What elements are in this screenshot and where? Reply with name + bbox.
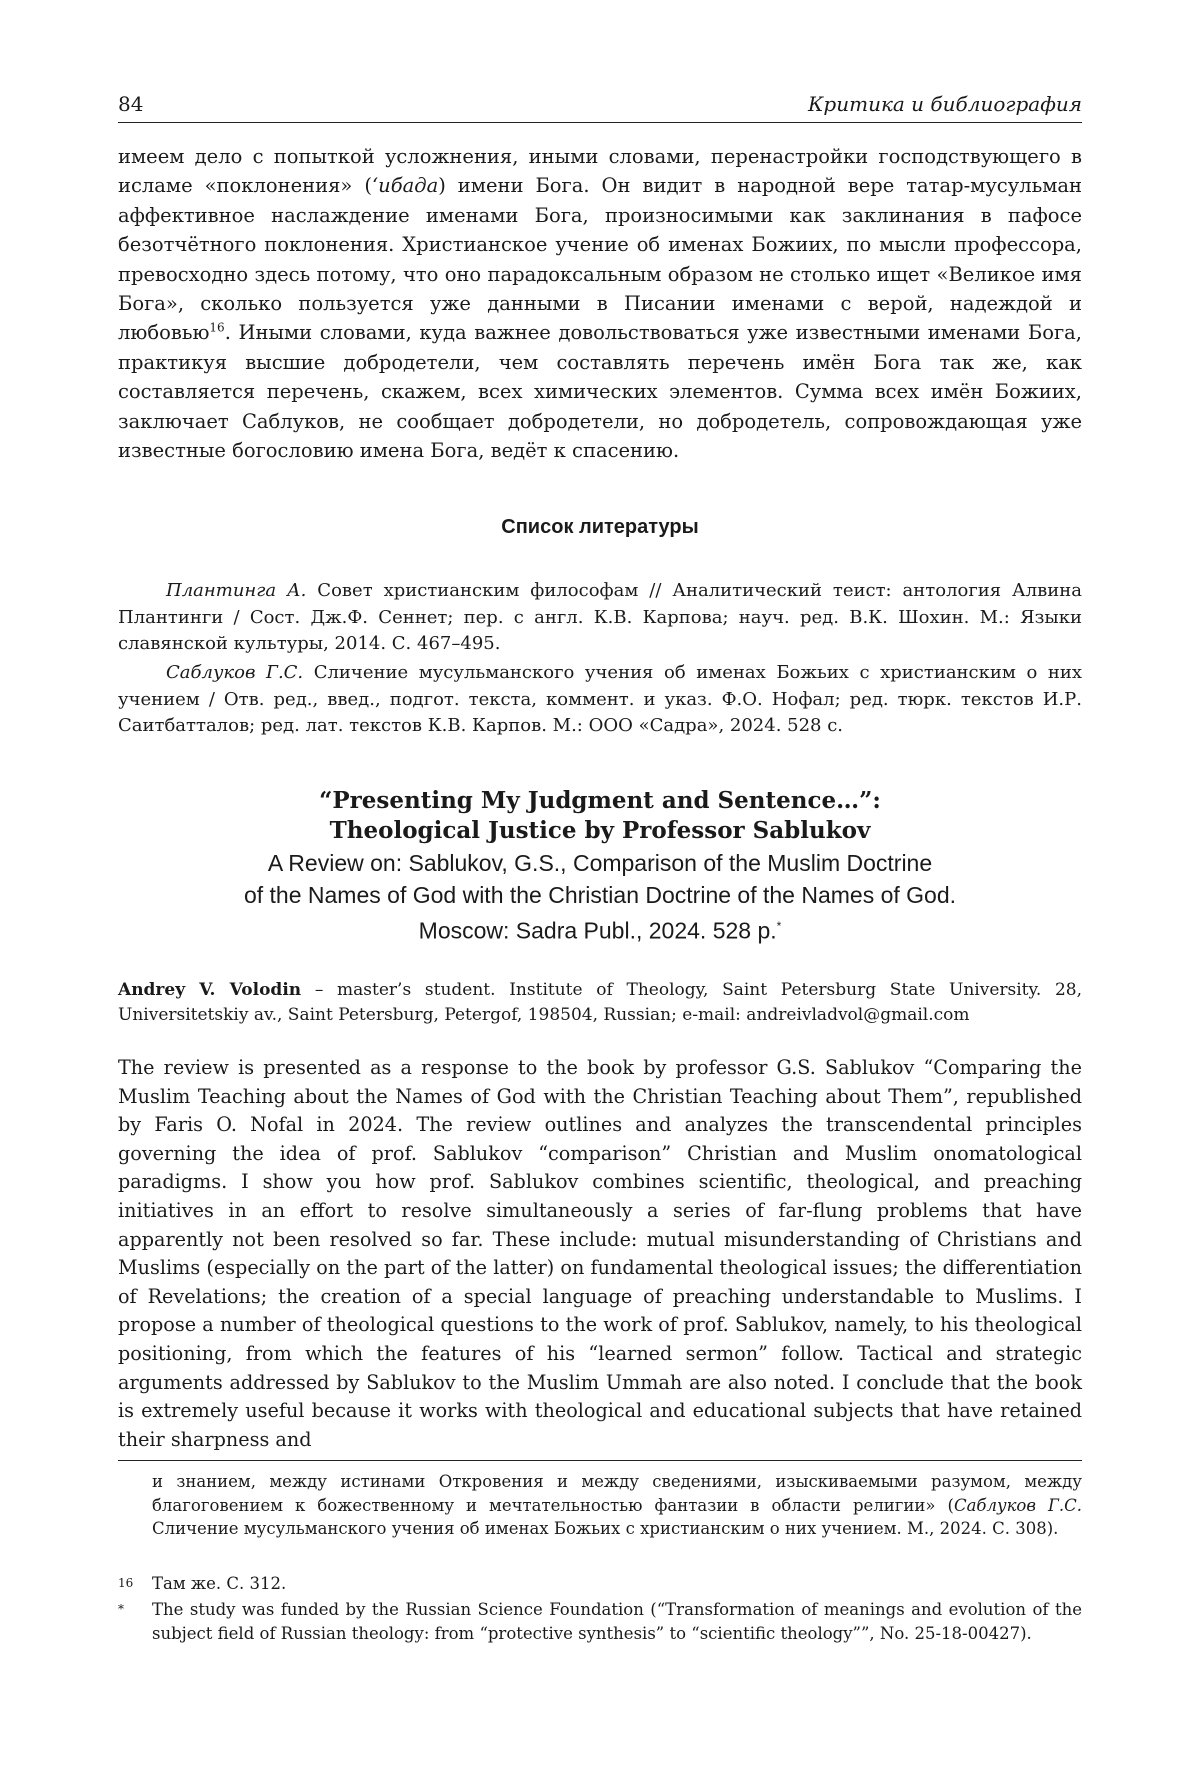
reference-item <box>118 660 1082 740</box>
body-italic-term: ʻибада <box>371 174 439 198</box>
reference-text: Сличение мусульманского учения об именах Божьих с христианским о них учением / Отв. ред., введ., подгот. текста, коммент. и указ. Ф.О. Нофал; ред. тюрк. текстов И.Р. Саитбатталов; ред. лат. текстов К.В. Карпов. М.: ООО «Садра», 2024. 528 с. <box>118 662 1082 736</box>
footnote-mark: * <box>118 1602 124 1616</box>
references-heading: Список литературы <box>501 516 699 538</box>
body-text-part1: имеем дело с попыткой усложнения, иными словами, перенастройки господствующего в исламе «поклонения» ( <box>118 145 1082 198</box>
footnote-text <box>152 1470 1082 1541</box>
body-text-part3: . Иными словами, куда важнее довольствоваться уже известными именами Бога, практикуя высшие добродетели, чем составлять перечень имён Бога так же, как составляется перечень, скажем, всех химических элементов. Сумма всех имён Божиих, заключает Саблуков, не сообщает добродетели, но добродетель, сопровождающая уже известные богословию имена Бога, ведёт к спасению. <box>118 321 1082 463</box>
english-article-title <box>118 786 1082 846</box>
page-number: 84 <box>118 92 144 116</box>
funding-footnote-ref[interactable]: * <box>776 919 782 933</box>
author-details: – master’s student. Institute of Theology, Saint Petersburg State University. 28, Universitetskiy av., Saint Petersburg, Petergof, 198504, Russian; e-mail: andreivladvol@gmail.com <box>118 980 1083 1025</box>
author-info <box>118 978 1082 1028</box>
english-subtitle-line: of the Names of God with the Christian Doctrine of the Names of God. <box>243 881 957 908</box>
footnote-text-part: Сличение мусульманского учения об именах Божьих с христианским о них учением. М., 2024. С. 308). <box>152 1519 1059 1538</box>
russian-body-paragraph <box>118 142 1082 465</box>
author-name: Andrey V. Volodin <box>118 980 302 1000</box>
english-title-line: “Presenting My Judgment and Sentence…”: <box>319 787 881 814</box>
english-subtitle-line: A Review on: Sablukov, G.S., Comparison of the Muslim Doctrine <box>267 850 933 876</box>
footnote-text: The study was funded by the Russian Science Foundation (“Transformation of meanings and evolution of the subject field of Russian theology: from “protective synthesis” to “scientific theology””, No. 25-18-00427). <box>152 1600 1082 1643</box>
footnote-italic-author: Саблуков Г.С. <box>953 1495 1082 1515</box>
footnote-continuation <box>118 1470 1082 1541</box>
footnote-text: Там же. С. 312. <box>152 1574 287 1593</box>
english-title-line: Theological Justice by Professor Sablukov <box>329 817 871 844</box>
running-head <box>118 92 1082 123</box>
footnote-ref-16[interactable]: 16 <box>209 320 225 335</box>
footnote-text-part: и знанием, между истинами Откровения и между сведениями, изыскиваемыми разумом, между благоговением к божественному и мечтательностью фантазии в области религии» ( <box>152 1472 1082 1515</box>
reference-author: Плантинга А. <box>166 580 307 601</box>
english-subtitle-line-text: Moscow: Sadra Publ., 2024. 528 p. <box>418 917 777 944</box>
section-title: Критика и библиография <box>807 92 1082 116</box>
footnote-mark: 16 <box>118 1576 134 1590</box>
english-abstract: The review is presented as a response to the book by professor G.S. Sablukov “Comparing the Muslim Teaching about the Names of God with the Christian Teaching about Them”, republished by Faris O. Nofal in 2024. The review outlines and analyzes the transcendental principles governing the idea of prof. Sablukov “comparison” Christian and Muslim onomatological paradigms. I show you how prof. Sablukov combines scientific, theological, and preaching initiatives in an effort to resolve simultaneously a series of far-flung problems that have apparently not been resolved so far. These include: mutual misunderstanding of Christians and Muslims (especially on the part of the latter) on fundamental theological issues; the differentiation of Revelations; the creation of a special language of preaching understandable to Muslims. I propose a number of theological questions to the work of prof. Sablukov, namely, to his theological positioning, from which the features of his “learned sermon” follow. Tactical and strategic arguments addressed by Sablukov to the Muslim Ummah are also noted. I conclude that the book is extremely useful because it works with theological and educational subjects that have retained their sharpness and <box>118 1056 1082 1451</box>
footnote-16 <box>118 1572 1082 1596</box>
reference-text: Совет христианским философам // Аналитический теист: антология Алвина Плантинги / Сост. Дж.Ф. Сеннет; пер. с англ. К.В. Карпова; науч. ред. В.К. Шохин. М.: Языки славянской культуры, 2014. С. 467–495. <box>118 580 1082 654</box>
footnote-divider <box>118 1460 1082 1461</box>
footnote-funding <box>118 1598 1082 1645</box>
reference-item <box>118 578 1082 658</box>
english-subtitle-line <box>118 911 1082 947</box>
english-subtitle <box>118 848 1082 947</box>
body-text-part2: ) имени Бога. Он видит в народной вере татар-мусульман аффективное наслаждение именами Бога, произносимыми как заклинания в пафосе безотчётного поклонения. Христианское учение об именах Божиих, по мысли профессора, превосходно здесь потому, что оно парадоксальным образом не столько ищет «Великое имя Бога», сколько пользуется уже данными в Писании именами с верой, надеждой и любовью <box>118 174 1082 345</box>
reference-author: Саблуков Г.С. <box>166 662 304 683</box>
